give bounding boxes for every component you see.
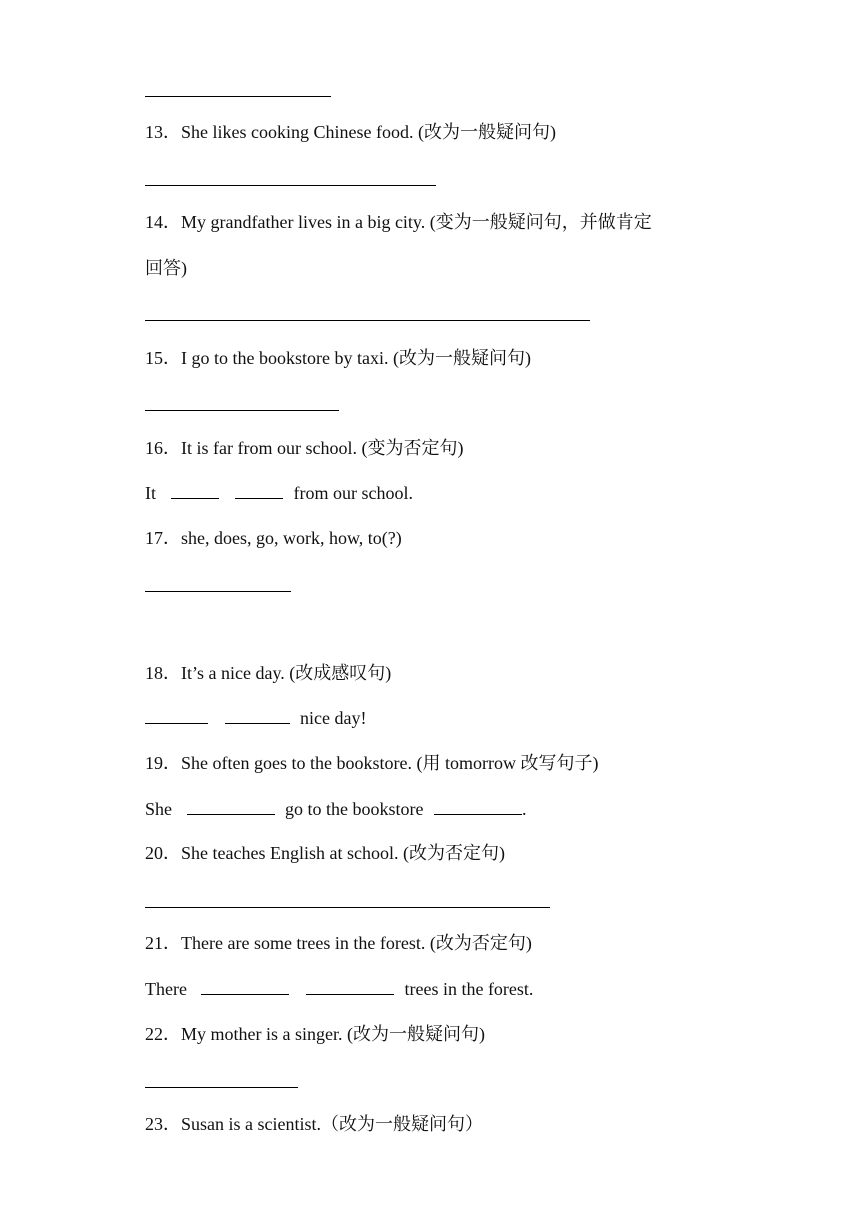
- answer-line-13[interactable]: [145, 185, 436, 186]
- question-17: 17．she, does, go, work, how, to(?): [145, 528, 402, 548]
- blank-18-2[interactable]: [225, 707, 290, 724]
- answer-line-20[interactable]: [145, 907, 550, 908]
- question-22: 22．My mother is a singer. (改为一般疑问句): [145, 1024, 485, 1044]
- blank-21-1[interactable]: [201, 978, 289, 995]
- answer-16-end: from our school.: [293, 483, 413, 503]
- blank-18-1[interactable]: [145, 707, 208, 724]
- question-14-line-1: 14．My grandfather lives in a big city. (变为一般疑问句，并做肯定: [145, 212, 652, 232]
- blank-21-2[interactable]: [306, 978, 394, 995]
- blank-19-1[interactable]: [187, 798, 275, 815]
- answer-line-22[interactable]: [145, 1087, 298, 1088]
- question-18: 18．It’s a nice day. (改成感叹句): [145, 663, 392, 683]
- answer-18-end: nice day!: [300, 708, 367, 728]
- answer-row-21: [145, 978, 533, 1000]
- question-23: 23．Susan is a scientist.（改为一般疑问句）: [145, 1114, 483, 1134]
- blank-16-2[interactable]: [235, 482, 283, 499]
- answer-19-end: .: [521, 799, 527, 819]
- question-13: 13．She likes cooking Chinese food. (改为一般疑问句): [145, 122, 556, 142]
- question-14-line-2: 回答): [145, 258, 187, 278]
- answer-line-14[interactable]: [145, 320, 590, 321]
- answer-21-end: trees in the forest.: [404, 979, 534, 999]
- question-15: 15．I go to the bookstore by taxi. (改为一般疑问句): [145, 348, 531, 368]
- answer-19-start: She: [145, 799, 172, 819]
- answer-line-15[interactable]: [145, 410, 339, 411]
- answer-row-16: [145, 482, 413, 504]
- blank-16-1[interactable]: [171, 482, 219, 499]
- question-21: 21．There are some trees in the forest. (改为否定句): [145, 933, 532, 953]
- answer-row-19: [145, 798, 526, 820]
- question-16: 16．It is far from our school. (变为否定句): [145, 438, 464, 458]
- answer-21-start: There: [145, 979, 187, 999]
- answer-line-17[interactable]: [145, 591, 291, 592]
- question-20: 20．She teaches English at school. (改为否定句): [145, 843, 505, 863]
- answer-19-mid: go to the bookstore: [285, 799, 424, 819]
- answer-row-18: [145, 707, 366, 729]
- question-19: 19．She often goes to the bookstore. (用 tomorrow 改写句子): [145, 753, 599, 773]
- answer-16-start: It: [145, 483, 156, 503]
- blank-19-2[interactable]: [434, 798, 522, 815]
- answer-line-12[interactable]: [145, 96, 331, 97]
